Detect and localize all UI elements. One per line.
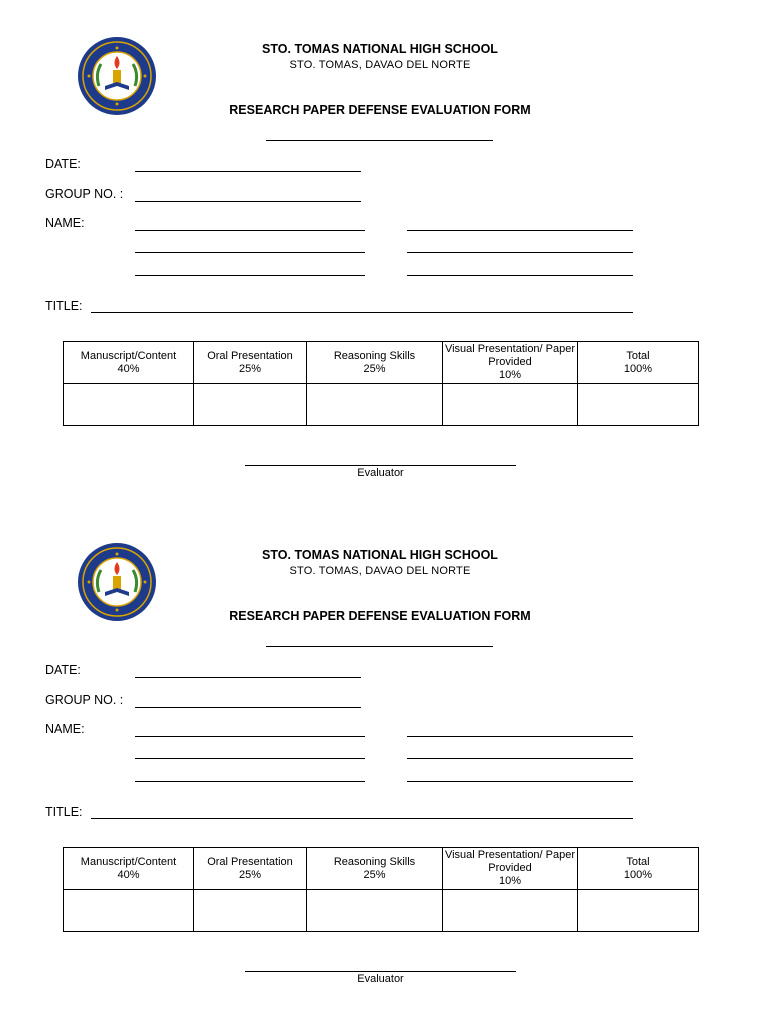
score-cell[interactable] xyxy=(578,384,699,426)
evaluation-form-2 xyxy=(0,506,768,1012)
group-no-label: GROUP NO. : xyxy=(45,187,124,201)
date-label: DATE: xyxy=(45,157,81,171)
subtitle-line xyxy=(266,140,493,141)
name-field-line-5[interactable] xyxy=(135,781,365,782)
criterion-header: Total 100% xyxy=(578,342,699,384)
evaluator-label: Evaluator xyxy=(357,467,404,479)
score-cell[interactable] xyxy=(578,890,699,932)
score-table-header-row xyxy=(64,848,699,890)
name-label: NAME: xyxy=(45,216,85,230)
criterion-header: Total 100% xyxy=(578,848,699,890)
score-cell[interactable] xyxy=(307,384,443,426)
title-label: TITLE: xyxy=(45,299,83,313)
score-table xyxy=(63,847,699,932)
score-cell[interactable] xyxy=(443,890,578,932)
group-no-label: GROUP NO. : xyxy=(45,693,124,707)
score-cell[interactable] xyxy=(194,384,307,426)
score-table-header-row xyxy=(64,342,699,384)
criterion-header: Manuscript/Content 40% xyxy=(64,848,194,890)
name-field-line-4[interactable] xyxy=(407,758,633,759)
score-entry-row xyxy=(64,384,699,426)
subtitle-line xyxy=(266,646,493,647)
evaluator-signature-line[interactable] xyxy=(245,465,516,466)
evaluator-label: Evaluator xyxy=(357,973,404,985)
criterion-header: Reasoning Skills 25% xyxy=(307,342,443,384)
name-field-line-4[interactable] xyxy=(407,252,633,253)
name-field-line-6[interactable] xyxy=(407,275,633,276)
score-cell[interactable] xyxy=(194,890,307,932)
criterion-header: Visual Presentation/ Paper Provided 10% xyxy=(443,848,578,890)
date-label: DATE: xyxy=(45,663,81,677)
score-cell[interactable] xyxy=(307,890,443,932)
score-cell[interactable] xyxy=(443,384,578,426)
name-field-line-2[interactable] xyxy=(407,230,633,231)
name-field-line-6[interactable] xyxy=(407,781,633,782)
name-field-line-3[interactable] xyxy=(135,252,365,253)
name-field-line-1[interactable] xyxy=(135,230,365,231)
score-table xyxy=(63,341,699,426)
criterion-header: Oral Presentation 25% xyxy=(194,342,307,384)
criterion-header: Reasoning Skills 25% xyxy=(307,848,443,890)
criterion-header: Visual Presentation/ Paper Provided 10% xyxy=(443,342,578,384)
title-field-line[interactable] xyxy=(91,818,633,819)
group-no-field-line[interactable] xyxy=(135,201,361,202)
evaluation-form-1 xyxy=(0,0,768,506)
title-field-line[interactable] xyxy=(91,312,633,313)
score-cell[interactable] xyxy=(64,890,194,932)
name-field-line-3[interactable] xyxy=(135,758,365,759)
school-address: STO. TOMAS, DAVAO DEL NORTE xyxy=(289,565,471,577)
school-name: STO. TOMAS NATIONAL HIGH SCHOOL xyxy=(262,548,498,562)
date-field-line[interactable] xyxy=(135,171,361,172)
form-title: RESEARCH PAPER DEFENSE EVALUATION FORM xyxy=(229,103,531,117)
date-field-line[interactable] xyxy=(135,677,361,678)
score-cell[interactable] xyxy=(64,384,194,426)
title-label: TITLE: xyxy=(45,805,83,819)
evaluator-signature-line[interactable] xyxy=(245,971,516,972)
name-field-line-2[interactable] xyxy=(407,736,633,737)
score-entry-row xyxy=(64,890,699,932)
form-title: RESEARCH PAPER DEFENSE EVALUATION FORM xyxy=(229,609,531,623)
name-label: NAME: xyxy=(45,722,85,736)
criterion-header: Manuscript/Content 40% xyxy=(64,342,194,384)
school-name: STO. TOMAS NATIONAL HIGH SCHOOL xyxy=(262,42,498,56)
school-address: STO. TOMAS, DAVAO DEL NORTE xyxy=(289,59,471,71)
name-field-line-1[interactable] xyxy=(135,736,365,737)
group-no-field-line[interactable] xyxy=(135,707,361,708)
name-field-line-5[interactable] xyxy=(135,275,365,276)
criterion-header: Oral Presentation 25% xyxy=(194,848,307,890)
